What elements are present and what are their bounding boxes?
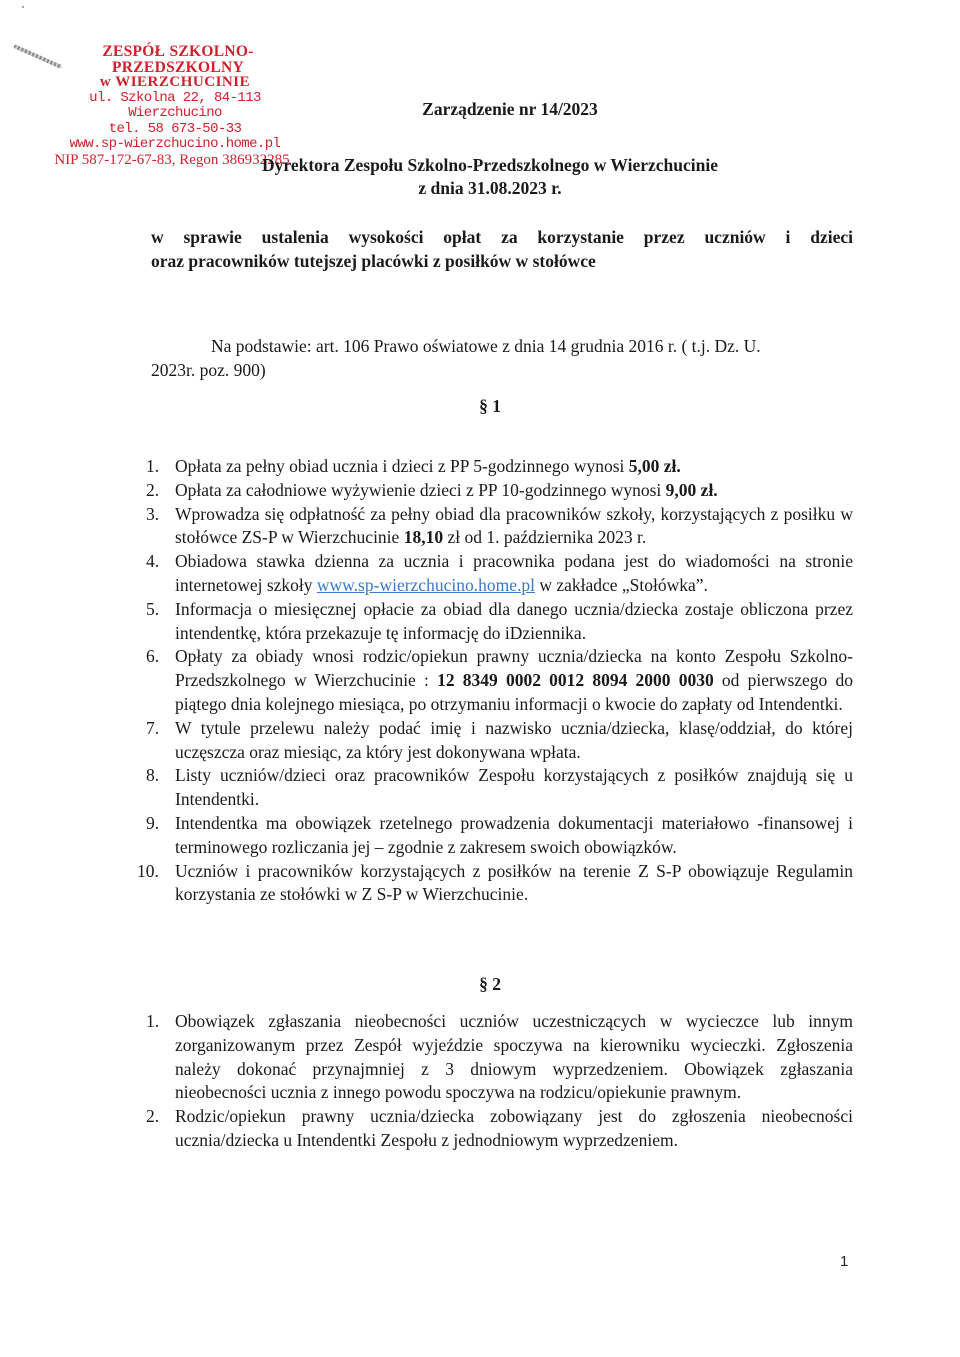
item-number: 10. <box>137 860 159 881</box>
list-item <box>137 598 853 646</box>
item-text-end: w zakładce „Stołówka”. <box>534 574 708 595</box>
item-text: Opłaty za obiady wnosi rodzic/opiekun prawny ucznia/dziecka na konto Zespołu Szkolno-Przedszkolnego w Wierzchucinie : <box>175 646 853 691</box>
stamp-line-nip-regon: NIP 587-172-67-83, Regon 386932285 <box>54 151 290 168</box>
item-number: 6. <box>146 646 160 667</box>
document-subject <box>151 225 853 273</box>
stamp-line-website: www.sp-wierzchucino.home.pl <box>69 136 281 152</box>
item-number: 7. <box>146 717 160 738</box>
item-number: 9. <box>146 812 160 833</box>
page-number: 1 <box>840 1253 849 1270</box>
legal-basis <box>151 334 855 382</box>
list-item <box>137 812 853 860</box>
list-item <box>137 1010 853 1105</box>
list-item <box>137 455 853 479</box>
item-text: W tytule przelewu należy podać imię i nazwisko ucznia/dziecka, klasę/oddział, do której uczęszcza oraz miesiąc, za który jest dokonywana wpłata. <box>175 717 853 762</box>
section-1-heading: § 1 <box>479 396 501 416</box>
list-item <box>137 764 853 812</box>
item-text-end: od pierwszego do piątego dnia kolejnego miesiąca, po otrzymaniu informacji o kwocie do zapłaty od Intendentki. <box>175 670 853 714</box>
item-text: Opłata za całodniowe wyżywienie dzieci z PP 10-godzinnego wynosi <box>175 479 666 500</box>
item-text-end: zł od 1. października 2023 r. <box>443 527 647 548</box>
scan-speck <box>22 6 24 8</box>
item-text: Obiadowa stawka dzienna za ucznia i pracownika podana jest do wiadomości na stronie internetowej szkoły <box>175 551 853 595</box>
item-text: Intendentka ma obowiązek rzetelnego prowadzenia dokumentacji materiałowo -finansowej i terminowego rozliczania jej – zgodnie z zakresem swoich obowiązków. <box>175 812 853 857</box>
legal-basis-line-1: Na podstawie: art. 106 Prawo oświatowe z dnia 14 grudnia 2016 r. ( t.j. Dz. U. <box>211 336 761 356</box>
list-item <box>137 1105 853 1153</box>
section-2-list <box>137 1010 853 1153</box>
list-item <box>137 503 853 551</box>
item-number: 1. <box>146 456 160 476</box>
subject-line-2: oraz pracowników tutejszej placówki z posiłków w stołówce <box>151 251 596 271</box>
item-number: 1. <box>146 1011 160 1031</box>
item-number: 3. <box>146 503 160 524</box>
list-item <box>137 860 853 908</box>
bank-account-number: 12 8349 0002 0012 8094 2000 0030 <box>437 670 714 691</box>
item-number: 4. <box>146 551 160 572</box>
subject-line-1: w sprawie ustalenia wysokości opłat za korzystanie przez uczniów i dzieci <box>151 227 853 247</box>
item-text: Uczniów i pracowników korzystających z posiłków na terenie Z S-P obowiązuje Regulamin korzystania ze stołówki w Z S-P w Wierzchucinie. <box>175 860 853 905</box>
item-number: 5. <box>146 598 160 619</box>
item-number: 2. <box>146 1106 160 1127</box>
item-text: Opłata za pełny obiad ucznia i dzieci z PP 5-godzinnego wynosi <box>175 456 629 476</box>
item-text: Informacja o miesięcznej opłacie za obiad dla danego ucznia/dziecka zostaje obliczona przez intendentkę, która przekazuje tę informację do iDziennika. <box>175 598 853 643</box>
item-number: 8. <box>146 765 160 786</box>
list-item <box>137 479 853 503</box>
item-amount: 9,00 zł. <box>665 479 718 500</box>
legal-basis-line-2: 2023r. poz. 900) <box>151 360 266 380</box>
section-1-list <box>137 455 853 907</box>
item-text: Obowiązek zgłaszania nieobecności uczniów uczestniczących w wycieczce lub innym zorganizowanym przez Zespół wyjeździe spoczywa na kierowniku wycieczki. Zgłoszenia należy dokonać przynajmniej z 3 dniowym wyprzedzeniem. Obowiązek zgłaszania nieobecności ucznia z innego powodu spoczywa na rodzicu/opiekunie prawnym. <box>175 1011 853 1103</box>
item-text: Rodzic/opiekun prawny ucznia/dziecka zobowiązany jest do zgłoszenia nieobecności ucznia/dziecka u Intendentki Zespołu z jednodniowym wyprzedzeniem. <box>175 1106 853 1150</box>
list-item <box>137 645 853 716</box>
item-text: Wprowadza się odpłatność za pełny obiad dla pracowników szkoły, korzystających z posiłku w stołówce ZS-P w Wierzchucinie <box>175 503 853 548</box>
item-text: Listy uczniów/dzieci oraz pracowników Zespołu korzystających z posiłków znajdują się u Intendentki. <box>175 765 853 810</box>
school-website-link[interactable]: www.sp-wierzchucino.home.pl <box>316 574 535 595</box>
stamp-line-address: ul. Szkolna 22, 84-113 Wierzchucino <box>89 89 261 121</box>
document-issuer: Dyrektora Zespołu Szkolno-Przedszkolnego w Wierzchucinie <box>262 155 718 175</box>
section-2-heading: § 2 <box>479 974 501 994</box>
document-date: z dnia 31.08.2023 r. <box>418 178 562 198</box>
list-item <box>137 717 853 765</box>
document-title: Zarządzenie nr 14/2023 <box>422 99 598 119</box>
item-number: 2. <box>146 479 160 500</box>
item-amount: 18,10 <box>403 527 444 548</box>
list-item <box>137 550 853 598</box>
stamp-line-school-name: ZESPÓŁ SZKOLNO-PRZEDSZKOLNY <box>102 43 254 76</box>
item-amount: 5,00 zł. <box>628 456 681 476</box>
stamp-line-location: w WIERZCHUCINIE <box>99 74 251 90</box>
stamp-line-phone: tel. 58 673-50-33 <box>108 120 242 137</box>
